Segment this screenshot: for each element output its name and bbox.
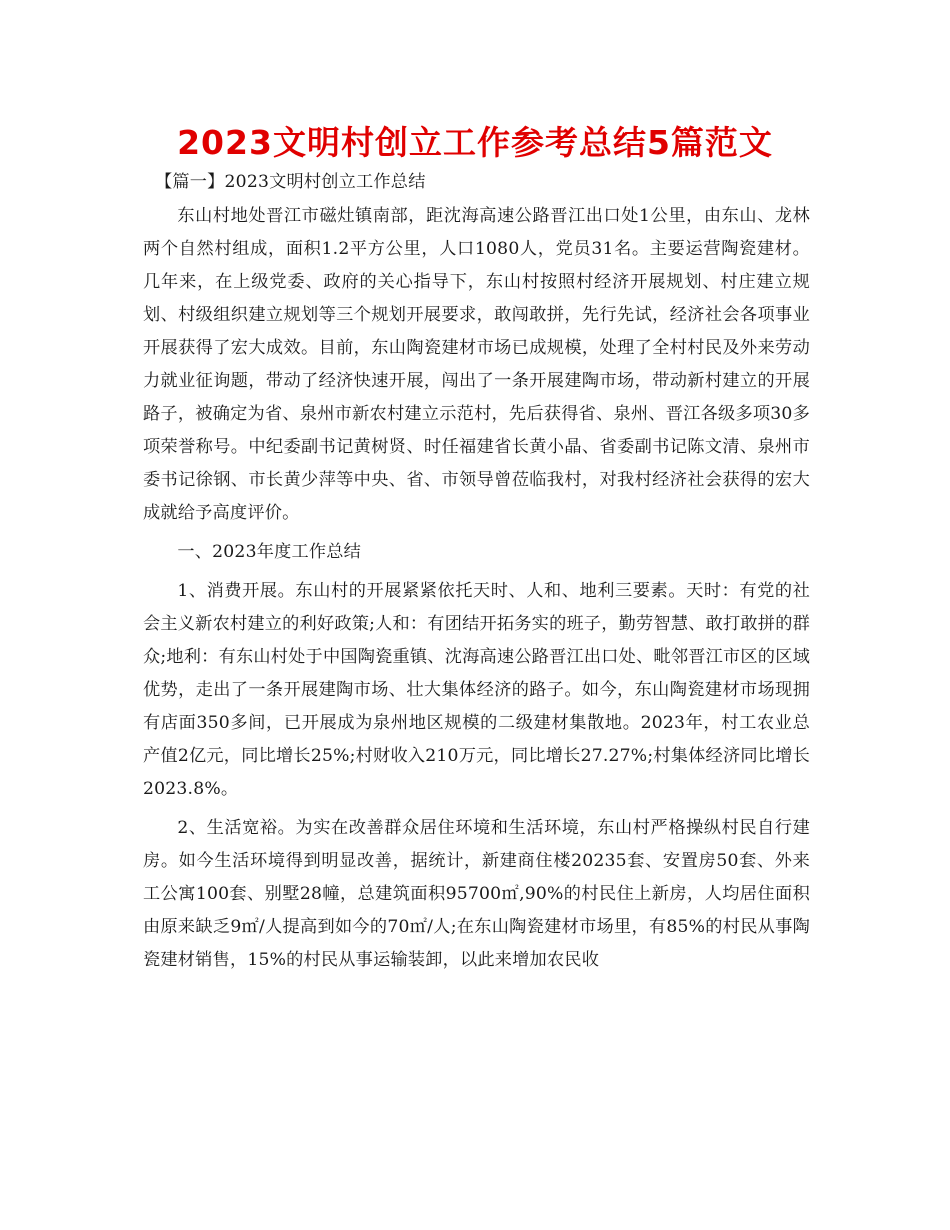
document-title: 2023文明村创立工作参考总结5篇范文 <box>177 123 773 162</box>
document-body <box>143 166 810 977</box>
section-heading: 【篇一】2023文明村创立工作总结 <box>155 172 426 192</box>
paragraph-production: 1、消费开展。东山村的开展紧紧依托天时、人和、地利三要素。天时：有党的社会主义新农村建立的利好政策;人和：有团结开拓务实的班子，勤劳智慧、敢打敢拼的群众;地利：有东山村处于中国陶瓷重镇、沈海高速公路晋江出口处、毗邻晋江市区的区域优势，走出了一条开展建陶市场、壮大集体经济的路子。如今，东山陶瓷建材市场现拥有店面350多间，已开展成为泉州地区规模的二级建材集散地。2023年，村工农业总产值2亿元，同比增长25%;村财收入210万元，同比增长27.27%;村集体经济同比增长2023.8%。 <box>143 581 810 799</box>
paragraph-intro: 东山村地处晋江市磁灶镇南部，距沈海高速公路晋江出口处1公里，由东山、龙林两个自然村组成，面积1.2平方公里，人口1080人，党员31名。主要运营陶瓷建材。几年来，在上级党委、政府的关心指导下，东山村按照村经济开展规划、村庄建立规划、村级组织建立规划等三个规划开展要求，敢闯敢拼，先行先试，经济社会各项事业开展获得了宏大成效。目前，东山陶瓷建材市场已成规模，处理了全村村民及外来劳动力就业征询题，带动了经济快速开展，闯出了一条开展建陶市场，带动新村建立的开展路子，被确定为省、泉州市新农村建立示范村，先后获得省、泉州、晋江各级多项30多项荣誉称号。中纪委副书记黄树贤、时任福建省长黄小晶、省委副书记陈文清、泉州市委书记徐钢、市长黄少萍等中央、省、市领导曾莅临我村，对我村经济社会获得的宏大成就给予高度评价。 <box>143 206 810 523</box>
paragraph-heading-annual-summary: 一、2023年度工作总结 <box>177 542 362 562</box>
paragraph-living: 2、生活宽裕。为实在改善群众居住环境和生活环境，东山村严格操纵村民自行建房。如今生活环境得到明显改善，据统计，新建商住楼20235套、安置房50套、外来工公寓100套、别墅28幢，总建筑面积95700㎡,90%的村民住上新房，人均居住面积由原来缺乏9㎡/人提高到如今的70㎡/人;在东山陶瓷建材市场里，有85%的村民从事陶瓷建材销售，15%的村民从事运输装卸，以此来增加农民收 <box>143 818 810 970</box>
